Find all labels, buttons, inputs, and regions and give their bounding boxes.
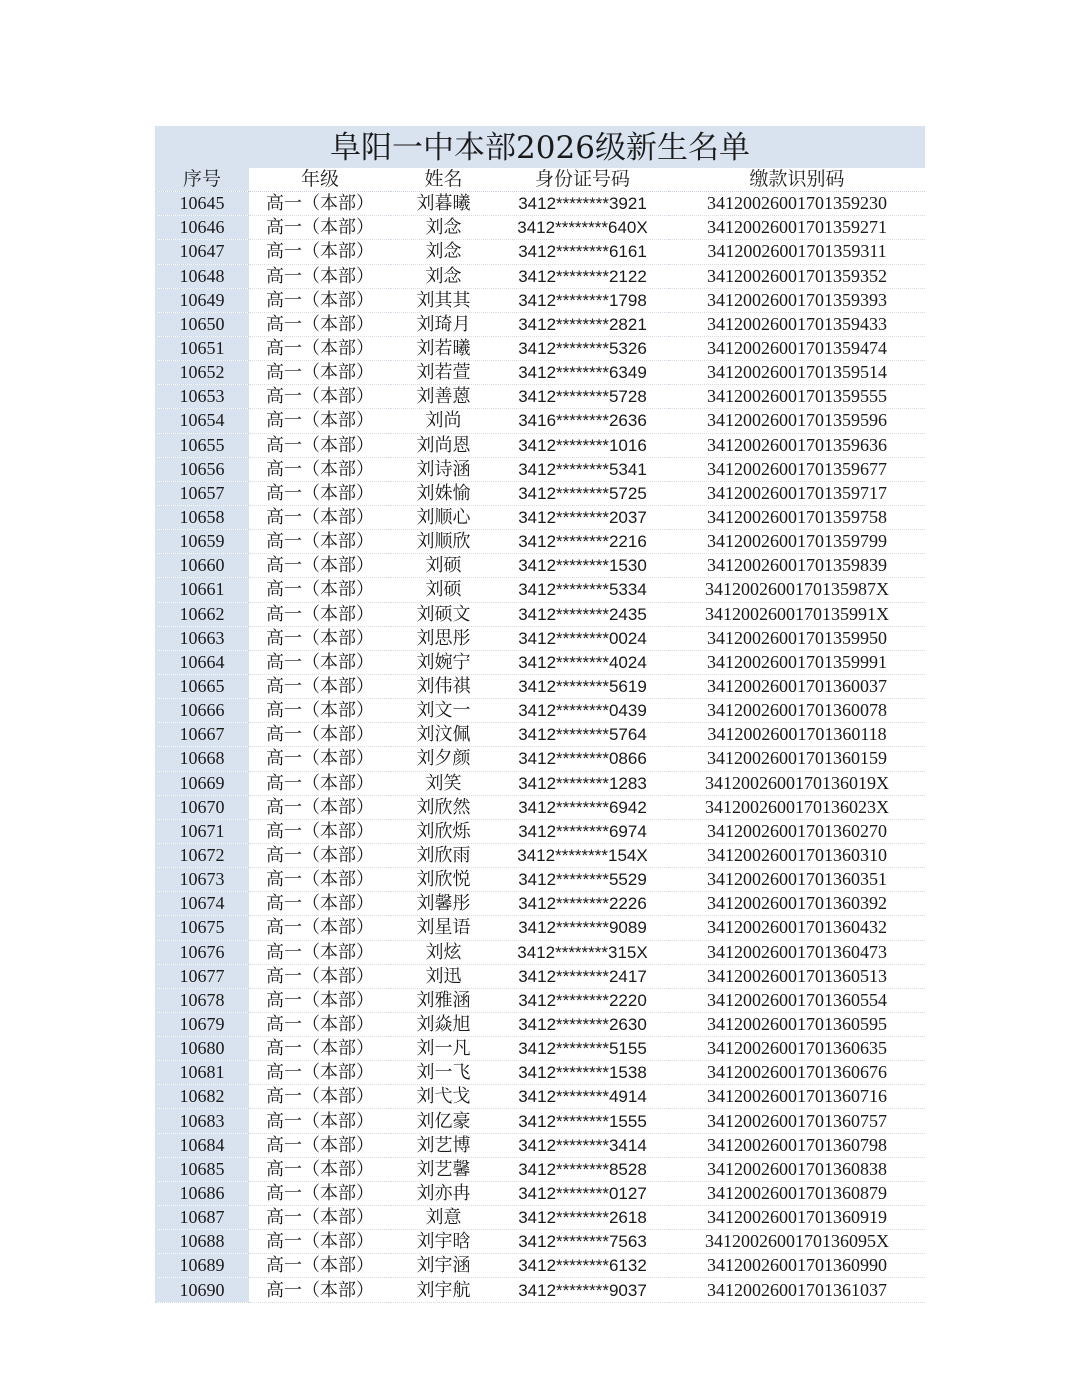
cell-seq: 10658 [155, 505, 249, 529]
cell-id: 3412********2122 [496, 264, 669, 288]
cell-name: 刘意 [391, 1206, 496, 1230]
cell-grade: 高一（本部） [249, 868, 391, 892]
cell-name: 刘若曦 [391, 336, 496, 360]
cell-seq: 10686 [155, 1181, 249, 1205]
table-row [155, 216, 925, 240]
cell-code: 34120026001701359230 [669, 192, 925, 216]
cell-id: 3412********5728 [496, 385, 669, 409]
cell-name: 刘念 [391, 264, 496, 288]
cell-seq: 10673 [155, 868, 249, 892]
cell-seq: 10662 [155, 602, 249, 626]
cell-grade: 高一（本部） [249, 1157, 391, 1181]
cell-name: 刘尚恩 [391, 433, 496, 457]
cell-grade: 高一（本部） [249, 288, 391, 312]
cell-name: 刘顺欣 [391, 530, 496, 554]
cell-code: 34120026001701360757 [669, 1109, 925, 1133]
cell-code: 3412002600170135991X [669, 602, 925, 626]
table-row [155, 1157, 925, 1181]
cell-name: 刘汶佩 [391, 723, 496, 747]
header-id: 身份证号码 [496, 168, 669, 192]
cell-name: 刘亦冉 [391, 1181, 496, 1205]
table-row [155, 1230, 925, 1254]
cell-seq: 10646 [155, 216, 249, 240]
table-row [155, 699, 925, 723]
cell-seq: 10665 [155, 674, 249, 698]
cell-seq: 10645 [155, 192, 249, 216]
table-row [155, 1109, 925, 1133]
cell-seq: 10648 [155, 264, 249, 288]
cell-grade: 高一（本部） [249, 626, 391, 650]
cell-code: 3412002600170136019X [669, 771, 925, 795]
cell-grade: 高一（本部） [249, 240, 391, 264]
cell-seq: 10659 [155, 530, 249, 554]
cell-code: 34120026001701360270 [669, 819, 925, 843]
cell-name: 刘硕文 [391, 602, 496, 626]
cell-name: 刘念 [391, 240, 496, 264]
header-code: 缴款识别码 [669, 168, 925, 192]
cell-name: 刘欣烁 [391, 819, 496, 843]
table-row [155, 602, 925, 626]
table-row [155, 940, 925, 964]
cell-code: 34120026001701359311 [669, 240, 925, 264]
cell-name: 刘一凡 [391, 1037, 496, 1061]
cell-name: 刘宇涵 [391, 1254, 496, 1278]
cell-id: 3412********0024 [496, 626, 669, 650]
table-row [155, 723, 925, 747]
cell-code: 34120026001701359636 [669, 433, 925, 457]
cell-name: 刘欣悦 [391, 868, 496, 892]
spreadsheet-sheet [155, 126, 925, 1303]
cell-grade: 高一（本部） [249, 988, 391, 1012]
table-row [155, 674, 925, 698]
table-row [155, 747, 925, 771]
table-row [155, 843, 925, 867]
cell-code: 34120026001701360351 [669, 868, 925, 892]
cell-code: 3412002600170136095X [669, 1230, 925, 1254]
cell-name: 刘炫 [391, 940, 496, 964]
cell-name: 刘艺博 [391, 1133, 496, 1157]
cell-name: 刘艺馨 [391, 1157, 496, 1181]
cell-seq: 10680 [155, 1037, 249, 1061]
cell-id: 3412********154X [496, 843, 669, 867]
cell-seq: 10660 [155, 554, 249, 578]
cell-code: 34120026001701359271 [669, 216, 925, 240]
cell-code: 34120026001701359474 [669, 336, 925, 360]
cell-name: 刘其其 [391, 288, 496, 312]
table-row [155, 409, 925, 433]
cell-code: 34120026001701360990 [669, 1254, 925, 1278]
cell-code: 34120026001701360513 [669, 964, 925, 988]
cell-seq: 10657 [155, 481, 249, 505]
cell-id: 3412********6974 [496, 819, 669, 843]
cell-code: 34120026001701360716 [669, 1085, 925, 1109]
cell-id: 3412********2630 [496, 1012, 669, 1036]
cell-seq: 10685 [155, 1157, 249, 1181]
cell-name: 刘馨彤 [391, 892, 496, 916]
cell-id: 3412********1016 [496, 433, 669, 457]
cell-seq: 10669 [155, 771, 249, 795]
cell-name: 刘亿豪 [391, 1109, 496, 1133]
cell-grade: 高一（本部） [249, 602, 391, 626]
cell-id: 3412********9037 [496, 1278, 669, 1302]
cell-seq: 10661 [155, 578, 249, 602]
cell-id: 3412********5341 [496, 457, 669, 481]
cell-grade: 高一（本部） [249, 771, 391, 795]
cell-grade: 高一（本部） [249, 312, 391, 336]
cell-name: 刘宇晗 [391, 1230, 496, 1254]
cell-id: 3412********2220 [496, 988, 669, 1012]
cell-grade: 高一（本部） [249, 795, 391, 819]
cell-id: 3412********3414 [496, 1133, 669, 1157]
cell-grade: 高一（本部） [249, 433, 391, 457]
cell-code: 34120026001701360078 [669, 699, 925, 723]
cell-code: 34120026001701359839 [669, 554, 925, 578]
cell-id: 3416********2636 [496, 409, 669, 433]
cell-id: 3412********5619 [496, 674, 669, 698]
cell-code: 34120026001701359717 [669, 481, 925, 505]
cell-code: 3412002600170136023X [669, 795, 925, 819]
cell-grade: 高一（本部） [249, 1109, 391, 1133]
cell-id: 3412********9089 [496, 916, 669, 940]
cell-grade: 高一（本部） [249, 554, 391, 578]
cell-code: 34120026001701359352 [669, 264, 925, 288]
cell-code: 34120026001701359677 [669, 457, 925, 481]
cell-seq: 10664 [155, 650, 249, 674]
student-table [155, 168, 925, 1303]
table-row [155, 264, 925, 288]
cell-name: 刘善蒽 [391, 385, 496, 409]
cell-id: 3412********1283 [496, 771, 669, 795]
header-row [155, 168, 925, 192]
cell-id: 3412********4914 [496, 1085, 669, 1109]
cell-seq: 10674 [155, 892, 249, 916]
cell-grade: 高一（本部） [249, 1206, 391, 1230]
cell-seq: 10681 [155, 1061, 249, 1085]
cell-seq: 10667 [155, 723, 249, 747]
cell-id: 3412********2037 [496, 505, 669, 529]
cell-seq: 10668 [155, 747, 249, 771]
cell-id: 3412********2226 [496, 892, 669, 916]
cell-seq: 10651 [155, 336, 249, 360]
cell-seq: 10653 [155, 385, 249, 409]
table-row [155, 312, 925, 336]
cell-code: 34120026001701360879 [669, 1181, 925, 1205]
cell-seq: 10683 [155, 1109, 249, 1133]
cell-seq: 10656 [155, 457, 249, 481]
header-name: 姓名 [391, 168, 496, 192]
cell-id: 3412********0127 [496, 1181, 669, 1205]
table-row [155, 964, 925, 988]
cell-grade: 高一（本部） [249, 530, 391, 554]
cell-grade: 高一（本部） [249, 385, 391, 409]
cell-grade: 高一（本部） [249, 674, 391, 698]
cell-name: 刘顺心 [391, 505, 496, 529]
cell-grade: 高一（本部） [249, 723, 391, 747]
cell-id: 3412********7563 [496, 1230, 669, 1254]
cell-id: 3412********6942 [496, 795, 669, 819]
cell-grade: 高一（本部） [249, 650, 391, 674]
cell-grade: 高一（本部） [249, 264, 391, 288]
cell-name: 刘伟祺 [391, 674, 496, 698]
cell-grade: 高一（本部） [249, 1254, 391, 1278]
cell-grade: 高一（本部） [249, 1085, 391, 1109]
cell-id: 3412********5326 [496, 336, 669, 360]
table-row [155, 1181, 925, 1205]
cell-grade: 高一（本部） [249, 216, 391, 240]
cell-name: 刘诗涵 [391, 457, 496, 481]
table-row [155, 892, 925, 916]
cell-grade: 高一（本部） [249, 1037, 391, 1061]
cell-seq: 10682 [155, 1085, 249, 1109]
cell-id: 3412********5334 [496, 578, 669, 602]
table-row [155, 819, 925, 843]
table-row [155, 1206, 925, 1230]
cell-name: 刘宇航 [391, 1278, 496, 1302]
table-row [155, 505, 925, 529]
cell-grade: 高一（本部） [249, 819, 391, 843]
cell-seq: 10678 [155, 988, 249, 1012]
cell-seq: 10654 [155, 409, 249, 433]
cell-seq: 10672 [155, 843, 249, 867]
cell-name: 刘硕 [391, 578, 496, 602]
cell-seq: 10690 [155, 1278, 249, 1302]
cell-name: 刘若萱 [391, 361, 496, 385]
cell-name: 刘迅 [391, 964, 496, 988]
cell-code: 3412002600170135987X [669, 578, 925, 602]
cell-seq: 10650 [155, 312, 249, 336]
cell-grade: 高一（本部） [249, 192, 391, 216]
cell-code: 34120026001701360919 [669, 1206, 925, 1230]
cell-grade: 高一（本部） [249, 1181, 391, 1205]
cell-code: 34120026001701360310 [669, 843, 925, 867]
cell-id: 3412********2216 [496, 530, 669, 554]
cell-id: 3412********2417 [496, 964, 669, 988]
cell-grade: 高一（本部） [249, 940, 391, 964]
cell-code: 34120026001701359991 [669, 650, 925, 674]
cell-id: 3412********640X [496, 216, 669, 240]
cell-name: 刘念 [391, 216, 496, 240]
table-row [155, 1061, 925, 1085]
table-row [155, 336, 925, 360]
cell-seq: 10655 [155, 433, 249, 457]
table-row [155, 240, 925, 264]
cell-id: 3412********5764 [496, 723, 669, 747]
cell-name: 刘硕 [391, 554, 496, 578]
table-row [155, 1133, 925, 1157]
cell-code: 34120026001701359555 [669, 385, 925, 409]
table-row [155, 481, 925, 505]
table-row [155, 385, 925, 409]
cell-code: 34120026001701359950 [669, 626, 925, 650]
cell-grade: 高一（本部） [249, 1133, 391, 1157]
table-row [155, 288, 925, 312]
cell-grade: 高一（本部） [249, 699, 391, 723]
table-row [155, 650, 925, 674]
cell-grade: 高一（本部） [249, 1061, 391, 1085]
cell-seq: 10670 [155, 795, 249, 819]
cell-code: 34120026001701360473 [669, 940, 925, 964]
cell-code: 34120026001701360392 [669, 892, 925, 916]
cell-id: 3412********6349 [496, 361, 669, 385]
table-row [155, 916, 925, 940]
cell-id: 3412********1538 [496, 1061, 669, 1085]
table-row [155, 530, 925, 554]
table-row [155, 554, 925, 578]
cell-id: 3412********2435 [496, 602, 669, 626]
cell-code: 34120026001701360554 [669, 988, 925, 1012]
cell-id: 3412********5155 [496, 1037, 669, 1061]
cell-name: 刘尚 [391, 409, 496, 433]
table-row [155, 1012, 925, 1036]
cell-id: 3412********5725 [496, 481, 669, 505]
cell-grade: 高一（本部） [249, 481, 391, 505]
header-grade: 年级 [249, 168, 391, 192]
cell-grade: 高一（本部） [249, 361, 391, 385]
table-row [155, 1278, 925, 1302]
cell-grade: 高一（本部） [249, 578, 391, 602]
cell-code: 34120026001701361037 [669, 1278, 925, 1302]
cell-code: 34120026001701359596 [669, 409, 925, 433]
cell-id: 3412********1798 [496, 288, 669, 312]
cell-name: 刘弋戈 [391, 1085, 496, 1109]
table-row [155, 433, 925, 457]
cell-code: 34120026001701360595 [669, 1012, 925, 1036]
cell-grade: 高一（本部） [249, 1012, 391, 1036]
table-row [155, 1085, 925, 1109]
cell-name: 刘星语 [391, 916, 496, 940]
table-row [155, 771, 925, 795]
cell-seq: 10676 [155, 940, 249, 964]
cell-code: 34120026001701359758 [669, 505, 925, 529]
cell-code: 34120026001701359433 [669, 312, 925, 336]
cell-name: 刘暮曦 [391, 192, 496, 216]
cell-seq: 10663 [155, 626, 249, 650]
cell-name: 刘文一 [391, 699, 496, 723]
cell-code: 34120026001701360635 [669, 1037, 925, 1061]
cell-grade: 高一（本部） [249, 336, 391, 360]
cell-id: 3412********315X [496, 940, 669, 964]
sheet-title: 阜阳一中本部2026级新生名单 [155, 126, 925, 168]
cell-id: 3412********0866 [496, 747, 669, 771]
cell-seq: 10677 [155, 964, 249, 988]
cell-seq: 10666 [155, 699, 249, 723]
cell-id: 3412********2618 [496, 1206, 669, 1230]
cell-grade: 高一（本部） [249, 916, 391, 940]
cell-name: 刘雅涵 [391, 988, 496, 1012]
cell-seq: 10649 [155, 288, 249, 312]
cell-seq: 10652 [155, 361, 249, 385]
cell-grade: 高一（本部） [249, 1230, 391, 1254]
cell-id: 3412********6132 [496, 1254, 669, 1278]
cell-grade: 高一（本部） [249, 457, 391, 481]
cell-name: 刘一飞 [391, 1061, 496, 1085]
cell-code: 34120026001701359393 [669, 288, 925, 312]
cell-name: 刘姝愉 [391, 481, 496, 505]
cell-seq: 10675 [155, 916, 249, 940]
table-row [155, 626, 925, 650]
cell-id: 3412********5529 [496, 868, 669, 892]
cell-seq: 10647 [155, 240, 249, 264]
cell-name: 刘婉宁 [391, 650, 496, 674]
cell-id: 3412********1555 [496, 1109, 669, 1133]
cell-grade: 高一（本部） [249, 409, 391, 433]
cell-grade: 高一（本部） [249, 964, 391, 988]
cell-name: 刘琦月 [391, 312, 496, 336]
cell-code: 34120026001701360676 [669, 1061, 925, 1085]
cell-name: 刘欣雨 [391, 843, 496, 867]
cell-seq: 10687 [155, 1206, 249, 1230]
cell-grade: 高一（本部） [249, 505, 391, 529]
cell-code: 34120026001701360037 [669, 674, 925, 698]
cell-id: 3412********0439 [496, 699, 669, 723]
header-seq: 序号 [155, 168, 249, 192]
table-row [155, 795, 925, 819]
cell-seq: 10684 [155, 1133, 249, 1157]
cell-id: 3412********1530 [496, 554, 669, 578]
cell-name: 刘思彤 [391, 626, 496, 650]
table-row [155, 457, 925, 481]
cell-code: 34120026001701360432 [669, 916, 925, 940]
cell-code: 34120026001701360118 [669, 723, 925, 747]
cell-id: 3412********8528 [496, 1157, 669, 1181]
table-row [155, 578, 925, 602]
table-row [155, 988, 925, 1012]
table-row [155, 868, 925, 892]
cell-grade: 高一（本部） [249, 892, 391, 916]
cell-code: 34120026001701359799 [669, 530, 925, 554]
table-row [155, 192, 925, 216]
table-row [155, 1254, 925, 1278]
cell-id: 3412********4024 [496, 650, 669, 674]
cell-id: 3412********2821 [496, 312, 669, 336]
cell-id: 3412********3921 [496, 192, 669, 216]
cell-grade: 高一（本部） [249, 747, 391, 771]
table-row [155, 361, 925, 385]
cell-seq: 10689 [155, 1254, 249, 1278]
cell-seq: 10671 [155, 819, 249, 843]
cell-id: 3412********6161 [496, 240, 669, 264]
cell-grade: 高一（本部） [249, 1278, 391, 1302]
cell-grade: 高一（本部） [249, 843, 391, 867]
cell-code: 34120026001701360838 [669, 1157, 925, 1181]
cell-code: 34120026001701360798 [669, 1133, 925, 1157]
cell-seq: 10688 [155, 1230, 249, 1254]
cell-code: 34120026001701359514 [669, 361, 925, 385]
cell-seq: 10679 [155, 1012, 249, 1036]
cell-name: 刘焱旭 [391, 1012, 496, 1036]
cell-name: 刘夕颜 [391, 747, 496, 771]
cell-code: 34120026001701360159 [669, 747, 925, 771]
table-row [155, 1037, 925, 1061]
cell-name: 刘欣然 [391, 795, 496, 819]
cell-name: 刘笑 [391, 771, 496, 795]
